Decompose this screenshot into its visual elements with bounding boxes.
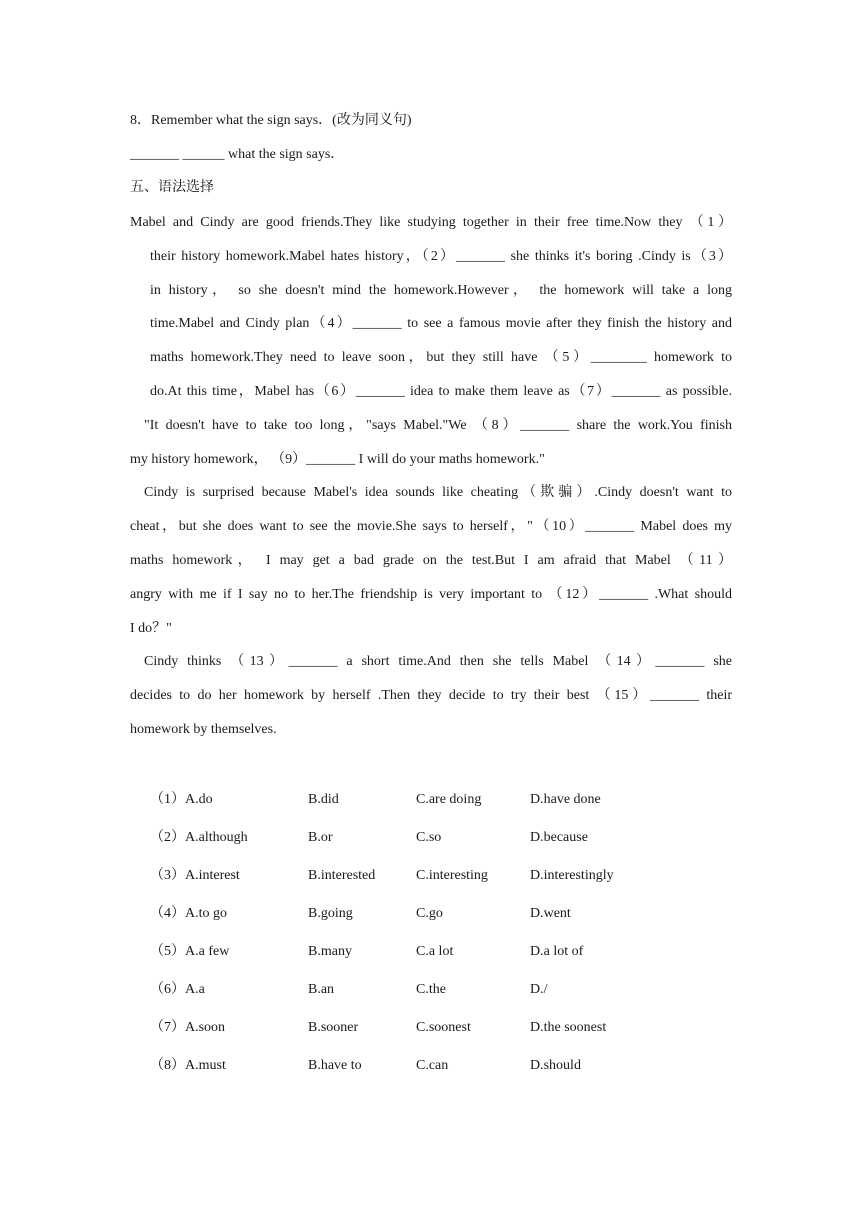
passage-line: maths homework.They need to leave soon，but they still have （5）________ homework to	[150, 350, 732, 365]
option-b: B.did	[308, 792, 339, 807]
passage-line: I do？"	[130, 621, 172, 636]
section-title: 五、语法选择	[130, 180, 214, 195]
option-b: B.going	[308, 906, 353, 921]
option-a: （7）A.soon	[150, 1020, 226, 1035]
option-c: C.the	[416, 982, 446, 997]
option-a: （4）A.to go	[150, 906, 227, 921]
option-d: D.because	[530, 830, 588, 845]
passage-line: maths homework， I may get a bad grade on the test.But I am afraid that Mabel （11）	[130, 553, 732, 568]
passage-line: time.Mabel and Cindy plan（4）_______ to see a famous movie after they finish the history and	[150, 316, 732, 331]
option-d: D.the soonest	[530, 1020, 607, 1035]
passage-line: their history homework.Mabel hates history，（2）_______ she thinks it's boring .Cindy is（3）	[150, 249, 732, 264]
option-row	[150, 866, 710, 886]
passage-line: do.At this time，Mabel has（6）_______ idea to make them leave as（7）_______ as possible.	[150, 384, 732, 399]
option-d: D.interestingly	[530, 868, 614, 883]
option-d: D./	[530, 982, 548, 997]
option-d: D.should	[530, 1058, 581, 1073]
passage-line: decides to do her homework by herself .Then they decide to try their best （15）_______ their	[130, 688, 732, 703]
passage-line: Mabel and Cindy are good friends.They like studying together in their free time.Now they （1）	[130, 215, 732, 230]
passage-line: my history homework， （9）_______ I will do your maths homework."	[130, 452, 545, 467]
option-b: B.sooner	[308, 1020, 359, 1035]
option-c: C.are doing	[416, 792, 482, 807]
option-row	[150, 790, 710, 810]
option-b: B.interested	[308, 868, 376, 883]
option-a: （2）A.although	[150, 830, 248, 845]
option-b: B.an	[308, 982, 335, 997]
passage-line: in history， so she doesn't mind the homework.However， the homework will take a long	[150, 283, 732, 298]
passage-line: Cindy thinks （13）_______ a short time.And then she tells Mabel （14）_______ she	[130, 654, 732, 669]
option-c: C.interesting	[416, 868, 488, 883]
option-c: C.soonest	[416, 1020, 471, 1035]
option-c: C.can	[416, 1058, 449, 1073]
question-8-prompt: 8．Remember what the sign says．(改为同义句)	[130, 113, 412, 128]
passage-line: cheat，but she does want to see the movie.She says to herself，"（10）_______ Mabel does my	[130, 519, 732, 534]
passage-line: Cindy is surprised because Mabel's idea sounds like cheating（欺骗）.Cindy doesn't want to	[130, 485, 732, 500]
option-a: （8）A.must	[150, 1058, 226, 1073]
option-row	[150, 942, 710, 962]
option-row	[150, 828, 710, 848]
option-b: B.have to	[308, 1058, 362, 1073]
option-a: （3）A.interest	[150, 868, 240, 883]
option-c: C.so	[416, 830, 442, 845]
passage-line: "It doesn't have to take too long，"says Mabel."We （8）_______ share the work.You finish	[130, 418, 732, 433]
option-row	[150, 980, 710, 1000]
option-c: C.go	[416, 906, 443, 921]
passage-line: angry with me if I say no to her.The friendship is very important to （12）_______ .What should	[130, 587, 732, 602]
option-c: C.a lot	[416, 944, 454, 959]
option-d: D.have done	[530, 792, 601, 807]
option-d: D.a lot of	[530, 944, 584, 959]
option-row	[150, 1056, 710, 1076]
option-a: （6）A.a	[150, 982, 205, 997]
option-b: B.or	[308, 830, 333, 845]
option-d: D.went	[530, 906, 571, 921]
passage-line: homework by themselves.	[130, 722, 277, 737]
option-row	[150, 904, 710, 924]
option-b: B.many	[308, 944, 352, 959]
option-a: （1）A.do	[150, 792, 213, 807]
question-8-answer: _______ ______ what the sign says．	[130, 147, 345, 162]
option-a: （5）A.a few	[150, 944, 230, 959]
option-row	[150, 1018, 710, 1038]
